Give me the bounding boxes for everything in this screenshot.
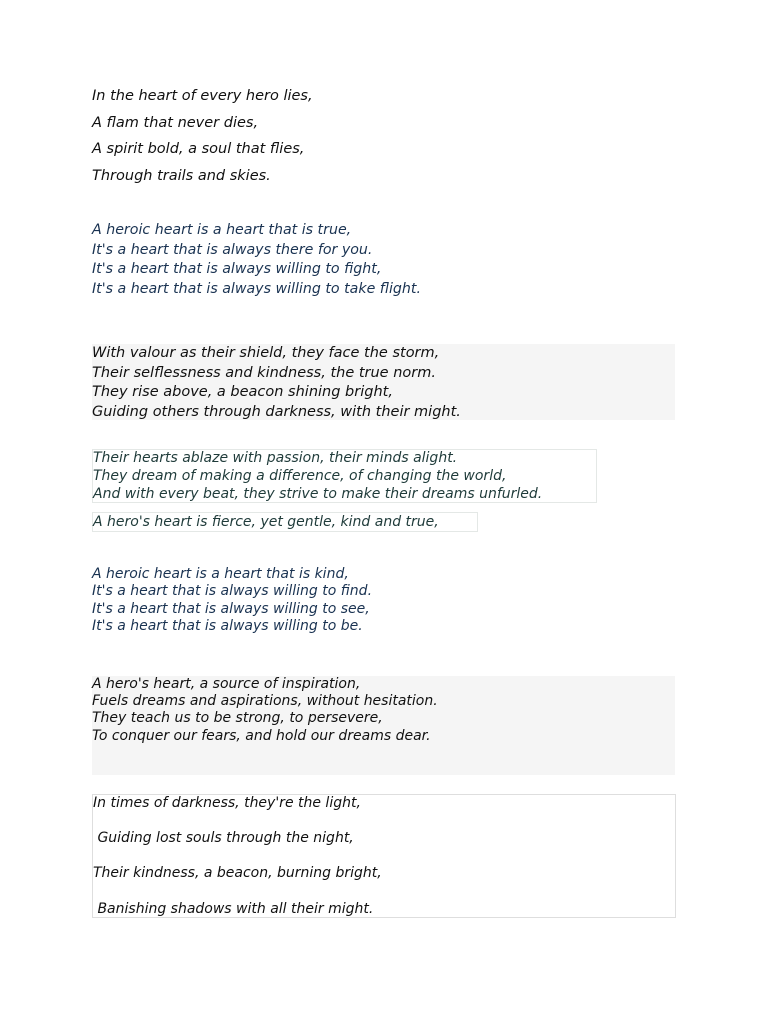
poem-line: A hero's heart, a source of inspiration,	[92, 676, 361, 692]
stanza-5-bordered-line	[92, 512, 478, 532]
blank-line	[93, 813, 675, 831]
poem-line: A spirit bold, a soul that flies,	[92, 141, 305, 157]
poem-line: Guiding lost souls through the night,	[93, 830, 354, 847]
poem-line: Banishing shadows with all their might.	[93, 900, 374, 917]
poem-line: A heroic heart is a heart that is kind,	[92, 566, 349, 582]
poem-line: And with every beat, they strive to make their dreams unfurled.	[93, 485, 543, 502]
poem-line: To conquer our fears, and hold our dreams dear.	[92, 727, 431, 744]
stanza-1	[92, 86, 313, 192]
stanza-2	[92, 221, 421, 299]
poem-line: In the heart of every hero lies,	[92, 88, 313, 104]
poem-line: Their selflessness and kindness, the true norm.	[92, 364, 436, 381]
poem-line: It's a heart that is always willing to see,	[92, 600, 370, 617]
blank-line	[93, 848, 675, 866]
poem-line: Their kindness, a beacon, burning bright,	[93, 865, 382, 882]
blank-line	[93, 883, 675, 901]
poem-line: A flam that never dies,	[92, 114, 259, 131]
poem-line: It's a heart that is always there for you.	[92, 241, 373, 258]
poem-line: They rise above, a beacon shining bright,	[92, 384, 393, 400]
poem-line: Guiding others through darkness, with their might.	[92, 403, 461, 420]
poem-line: It's a heart that is always willing to be.	[92, 617, 363, 634]
stanza-7-shaded-box	[92, 676, 675, 775]
poem-line: A heroic heart is a heart that is true,	[92, 222, 352, 238]
poem-line: In times of darkness, they're the light,	[93, 795, 361, 811]
stanza-8-bordered-box	[92, 794, 676, 918]
poem-line: Their hearts ablaze with passion, their minds alight.	[93, 450, 458, 466]
poem-line: It's a heart that is always willing to take flight.	[92, 280, 421, 297]
stanza-3-shaded-box	[92, 344, 675, 420]
poem-line: Fuels dreams and aspirations, without hesitation.	[92, 693, 438, 710]
poem-line: They teach us to be strong, to persevere,	[92, 710, 383, 727]
poem-line: Through trails and skies.	[92, 167, 271, 184]
poem-line: With valour as their shield, they face the storm,	[92, 345, 440, 361]
poem-line: They dream of making a difference, of changing the world,	[93, 467, 507, 484]
poem-line: It's a heart that is always willing to find.	[92, 583, 373, 600]
stanza-6	[92, 566, 372, 635]
poem-line: It's a heart that is always willing to fight,	[92, 261, 382, 277]
stanza-4-bordered-box	[92, 449, 597, 503]
poem-line: A hero's heart is fierce, yet gentle, kind and true,	[93, 514, 439, 530]
